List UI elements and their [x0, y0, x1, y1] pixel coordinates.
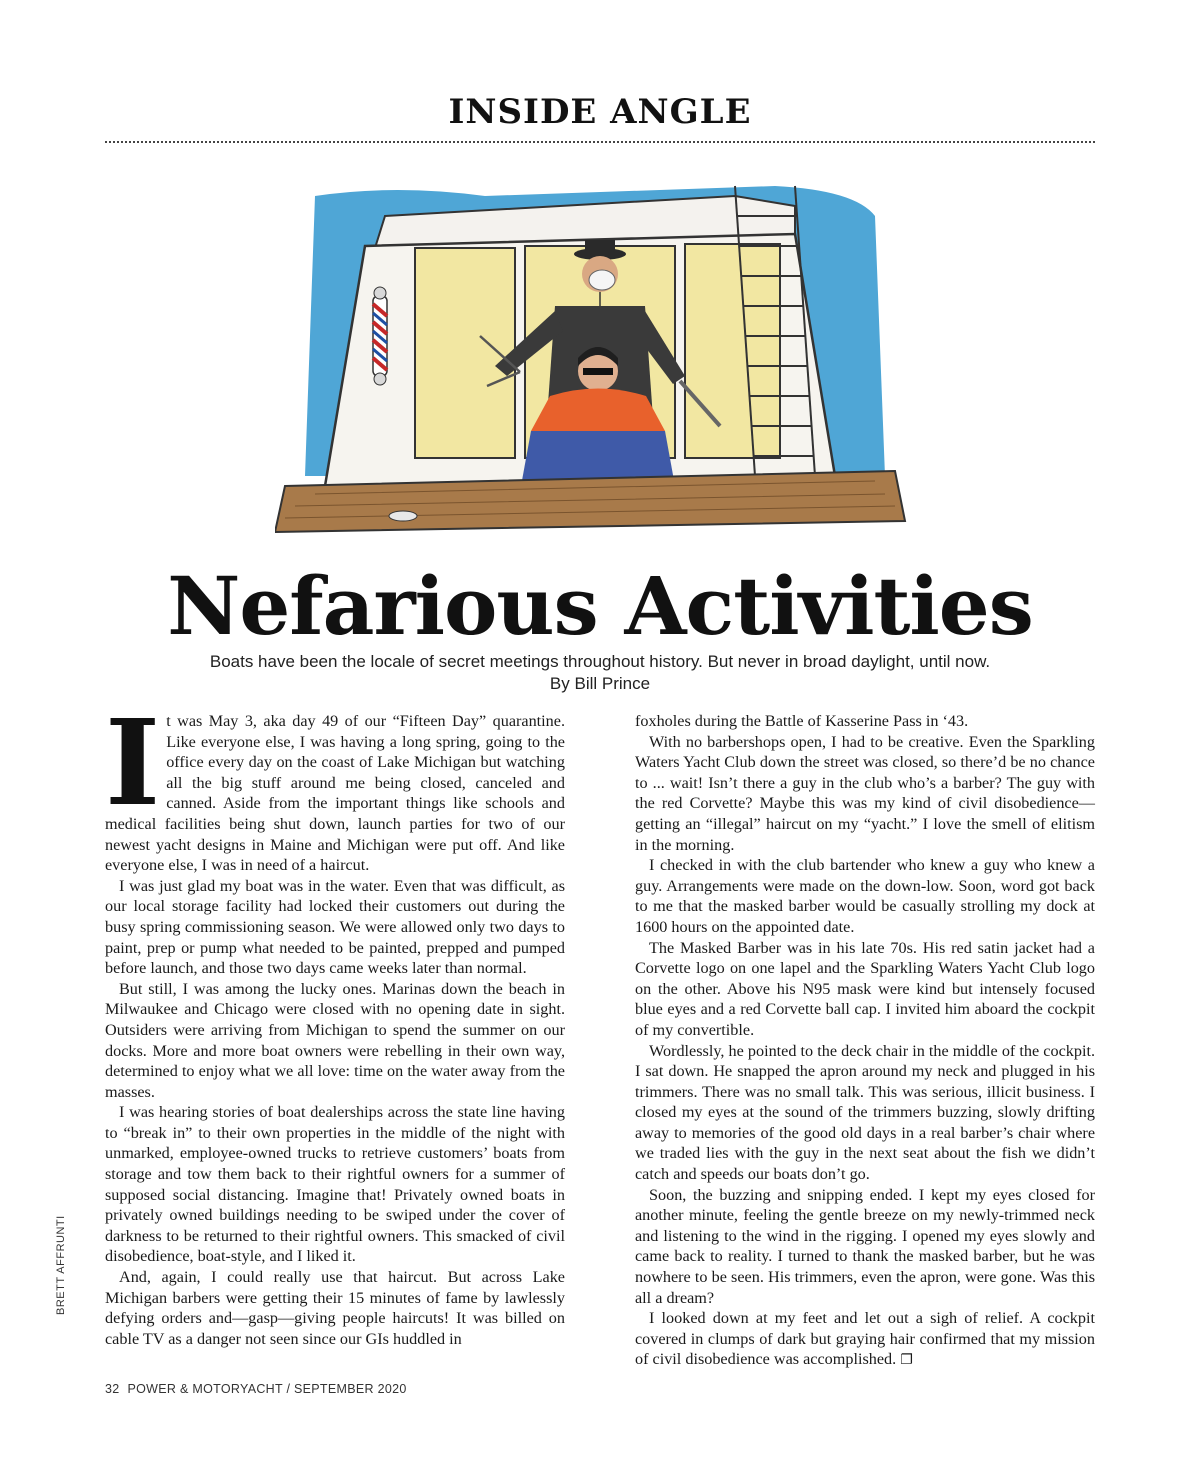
article-byline: By Bill Prince	[549, 674, 651, 693]
publication-info: POWER & MOTORYACHT / SEPTEMBER 2020	[127, 1382, 407, 1396]
article-paragraph: I checked in with the club bartender who knew a guy who knew a guy. Arrangements were made on the down-low. Soon, word got back to me that the masked barber would be casually strolling my dock at 1600 hours on the appointed date.	[635, 856, 1095, 936]
article-paragraph: I looked down at my feet and let out a sigh of relief. A cockpit covered in clumps of dark but graying hair confirmed that my mission of civil disobedience was accomplished. ❐	[635, 1309, 1095, 1369]
section-divider	[105, 141, 1095, 143]
article-paragraph: I was just glad my boat was in the water. Even that was difficult, as our local storage facility had locked their customers out during the busy spring commissioning season. We were allowed only two days to paint, prep or pump what needed to be painted, prepped and pumped before launch, and those two days came weeks later than normal.	[105, 876, 565, 978]
article-column-right	[635, 711, 1095, 1371]
article-paragraph: foxholes during the Battle of Kasserine Pass in ‘43.	[635, 712, 969, 730]
section-title: INSIDE ANGLE	[448, 92, 752, 132]
article-paragraph: The Masked Barber was in his late 70s. His red satin jacket had a Corvette logo on one lapel and the Sparkling Waters Yacht Club logo on the other. Above his N95 mask were kind but intensely focused blue eyes and a red Corvette ball cap. I invited him aboard the cockpit of my convertible.	[635, 938, 1095, 1039]
article-headline: Nefarious Activities	[167, 559, 1033, 653]
end-mark-icon: ❐	[900, 1352, 913, 1369]
page-footer	[105, 1382, 407, 1396]
page-number: 32	[105, 1382, 120, 1396]
article-paragraph: Soon, the buzzing and snipping ended. I kept my eyes closed for another minute, feeling the gentle breeze on my newly-trimmed neck and listening to the wind in the rigging. I opened my eyes slowly and came back to reality. I turned to thank the masked barber, but he was nowhere to be seen. His trimmers, even the apron, were gone. Was this all a dream?	[635, 1185, 1095, 1307]
article-paragraph: I was hearing stories of boat dealerships across the state line having to “break in” to their own properties in the middle of the night with unmarked, employee-owned trucks to retrieve customers’ boats from storage and tow them back to their rightful owners for a summer of supposed social distancing. Imagine that! Privately owned boats in privately owned buildings needing to be swiped under the cover of darkness to be returned to their rightful owners. This smacked of civil disobedience, boat-style, and I liked it.	[105, 1103, 565, 1266]
deck-fitting-icon	[389, 511, 417, 521]
article-paragraph: It was May 3, aka day 49 of our “Fifteen Day” quarantine. Like everyone else, I was having a long spring, going to the office every day on the coast of Lake Michigan but watching all the big stuff around me being closed, canceled and canned. Aside from the important things like schools and medical facilities being shut down, launch parties for two of our newest yacht designs in Maine and Michigan were put off. And like everyone else, I was in need of a haircut.	[105, 693, 565, 875]
article-dek: Boats have been the locale of secret meetings throughout history. But never in broad daylight, until now.	[209, 652, 991, 671]
barber-pole-icon	[373, 287, 387, 385]
cartoon-masked-barber-on-boat-illustration	[275, 176, 915, 542]
article-paragraph: And, again, I could really use that haircut. But across Lake Michigan barbers were getting their 15 minutes of fame by lawlessly defying orders and—gasp—giving people haircuts! It was billed on cable TV as a danger not seen since our GIs huddled in	[105, 1268, 565, 1348]
article-paragraph: With no barbershops open, I had to be creative. Even the Sparkling Waters Yacht Club down the street was closed, so there’d be no chance to ... wait! Isn’t there a guy in the club who’s a barber? The guy with the red Corvette? Maybe this was my kind of civil disobedience—getting an “illegal” haircut on my “yacht.” I love the smell of elitism in the morning.	[635, 732, 1095, 854]
article-column-left	[105, 693, 565, 1349]
drop-cap: I	[105, 693, 161, 832]
article-paragraph: Wordlessly, he pointed to the deck chair in the middle of the cockpit. I sat down. He snapped the apron around my neck and plugged in his trimmers. There was no small talk. This was serious, illicit business. I closed my eyes at the sound of the trimmers buzzing, slowly drifting away to memories of the good old days in a real barber’s chair where we traded lies with the guy in the next seat about the fish we didn’t catch and speeds our boats don’t go.	[635, 1041, 1095, 1184]
illustration-credit: BRETT AFFRUNTI	[55, 1215, 67, 1315]
article-paragraph: But still, I was among the lucky ones. Marinas down the beach in Milwaukee and Chicago were closed with no opening date in sight. Outsiders were arriving from Michigan to spend the summer on our docks. More and more boat owners were rebelling in their own way, determined to enjoy what we all love: time on the water away from the masses.	[105, 979, 565, 1101]
